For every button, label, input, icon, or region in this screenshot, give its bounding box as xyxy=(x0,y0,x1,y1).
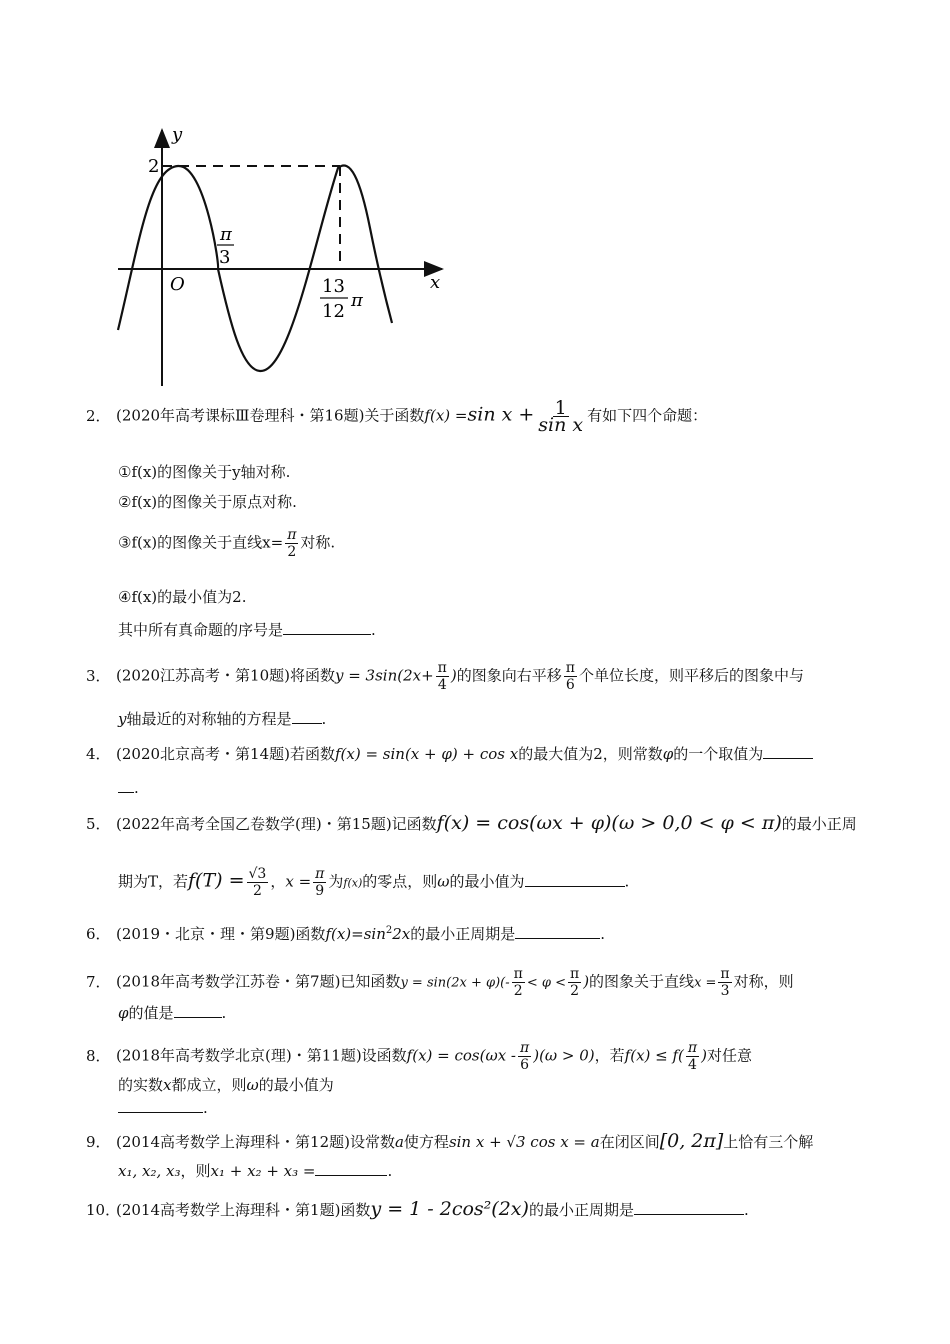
answer-blank[interactable] xyxy=(634,1200,744,1215)
period: . xyxy=(203,1099,208,1117)
denominator: 6 xyxy=(565,677,575,693)
answer-blank[interactable] xyxy=(525,872,625,887)
answer-blank[interactable] xyxy=(292,709,322,724)
fraction xyxy=(285,527,298,560)
numerator: π xyxy=(569,966,580,982)
function-expression: f(T) = xyxy=(188,869,245,892)
function-expression: y = 1 - 2cos²(2x) xyxy=(370,1198,529,1220)
question-8-answer xyxy=(118,1097,208,1119)
question-source: (2020北京高考・第14题)若函数 xyxy=(116,745,335,763)
question-number: 8． xyxy=(86,1046,111,1065)
numerator: π xyxy=(437,660,447,676)
question-text: 在闭区间 xyxy=(599,1133,660,1151)
question-text: 的零点，则 xyxy=(362,872,438,891)
question-2-ask xyxy=(118,619,376,641)
function-expression: f(x) = sin(x + φ) + cos x xyxy=(334,745,519,763)
question-4-cont xyxy=(118,777,139,799)
fraction xyxy=(518,1040,531,1073)
equation: sin x + √3 cos x = a xyxy=(448,1133,600,1151)
denominator: sin x xyxy=(538,414,584,436)
question-number: 5． xyxy=(86,815,111,833)
denominator: 4 xyxy=(688,1057,697,1073)
period: . xyxy=(321,710,327,728)
proposition-2: ②f(x)的图像关于原点对称. xyxy=(118,493,297,511)
period: . xyxy=(221,1004,227,1022)
x-tick-13-den: 12 xyxy=(322,301,345,322)
question-4 xyxy=(86,743,886,765)
answer-blank[interactable] xyxy=(515,924,600,939)
question-source: (2014高考数学上海理科・第12题)设常数 xyxy=(116,1133,395,1151)
variable: a xyxy=(394,1133,404,1151)
question-text: 的最小值为 xyxy=(258,1076,334,1094)
question-text: 的最小正周 xyxy=(781,815,857,833)
interval: [0, 2π] xyxy=(659,1130,724,1152)
fraction xyxy=(718,966,731,999)
numerator: π xyxy=(287,527,297,543)
question-9-cont xyxy=(118,1160,392,1182)
answer-blank[interactable] xyxy=(283,620,371,635)
question-5 xyxy=(86,812,886,835)
period: . xyxy=(743,1201,749,1219)
question-source: (2018年高考数学江苏卷・第7题)已知函数 xyxy=(116,972,401,991)
x-tick-pi3-num: π xyxy=(220,224,232,245)
question-text: 都成立，则 xyxy=(171,1076,247,1094)
fraction xyxy=(512,966,525,999)
function-expression: ) xyxy=(701,1046,707,1065)
period: . xyxy=(600,925,606,943)
question-text: 的值是 xyxy=(128,1004,174,1022)
proposition-text: 对称. xyxy=(300,533,336,552)
fraction xyxy=(568,966,581,999)
x-axis-label: x xyxy=(430,272,441,293)
question-2 xyxy=(86,397,886,436)
question-text: 为 xyxy=(328,872,344,891)
fraction xyxy=(564,660,577,693)
question-text: 上恰有三个解 xyxy=(723,1133,814,1151)
proposition-text: ③f(x)的图像关于直线x= xyxy=(118,533,284,552)
question-text: 期为T，若 xyxy=(118,872,189,891)
question-number: 10． xyxy=(86,1201,121,1219)
function-expression: ) xyxy=(450,666,457,685)
question-text: 对称，则 xyxy=(733,972,794,991)
function-expression: )(ω > 0) xyxy=(533,1046,595,1065)
y-axis-label: y xyxy=(172,124,183,145)
function-expression: x = xyxy=(694,975,717,991)
question-source: (2020江苏高考・第10题)将函数 xyxy=(116,666,335,685)
answer-blank[interactable] xyxy=(763,744,813,759)
x-tick-13-pi: π xyxy=(351,290,363,311)
answer-blank[interactable] xyxy=(315,1161,387,1176)
ask-text: 其中所有真命题的序号是 xyxy=(118,621,284,639)
question-text: ，则 xyxy=(180,1162,211,1180)
function-expression: f(x)=sin xyxy=(325,925,386,943)
question-number: 9． xyxy=(86,1133,111,1151)
numerator: 1 xyxy=(554,397,567,419)
variable: ω xyxy=(437,872,450,891)
function-expression: f(x) = cos(ωx + φ)(ω > 0,0 < φ < π) xyxy=(436,812,782,834)
answer-blank[interactable] xyxy=(118,778,134,793)
equation: x₁ + x₂ + x₃ = xyxy=(210,1162,316,1180)
fraction xyxy=(247,866,269,899)
numerator: π xyxy=(520,1040,530,1056)
question-3 xyxy=(86,660,886,693)
period: . xyxy=(371,621,376,639)
question-6 xyxy=(86,920,886,945)
question-3-cont xyxy=(118,708,326,730)
function-expression: x = xyxy=(285,872,312,891)
question-text: 使方程 xyxy=(403,1133,449,1151)
denominator: 2 xyxy=(513,983,523,999)
question-text: ，若 xyxy=(594,1046,625,1065)
question-number: 6． xyxy=(86,925,111,943)
x-tick-pi3-den: 3 xyxy=(219,247,231,268)
function-expression: f(x) = cos(ωx - xyxy=(406,1046,517,1065)
fraction xyxy=(313,866,326,899)
variable: x xyxy=(163,1076,172,1094)
question-source: (2019・北京・理・第9题)函数 xyxy=(116,925,326,943)
numerator: π xyxy=(513,966,523,982)
question-8-cont xyxy=(118,1074,334,1096)
function-expression: y = 3sin(2x+ xyxy=(334,666,434,685)
question-number: 2． xyxy=(86,406,111,425)
numerator: π xyxy=(687,1040,698,1056)
question-text: 的最小值为 xyxy=(449,872,525,891)
sine-graph xyxy=(110,118,460,393)
denominator: 3 xyxy=(720,983,730,999)
fraction xyxy=(536,397,585,436)
question-number: 3． xyxy=(86,666,111,685)
question-text: 的图象向右平移 xyxy=(456,666,562,685)
numerator: π xyxy=(720,966,730,982)
question-source: (2014高考数学上海理科・第1题)函数 xyxy=(116,1201,371,1219)
denominator: 2 xyxy=(252,883,262,899)
proposition-3 xyxy=(118,527,335,560)
period: . xyxy=(624,872,630,891)
question-text: 轴最近的对称轴的方程是 xyxy=(126,710,292,728)
question-source: (2020年高考课标Ⅲ卷理科・第16题)关于函数 xyxy=(116,406,425,425)
function-name: f(x) = xyxy=(424,406,468,425)
question-text: 的最小正周期是 xyxy=(528,1201,634,1219)
function-expression: sin x + xyxy=(467,403,535,426)
x-tick-13-num: 13 xyxy=(322,276,345,297)
question-text: ， xyxy=(270,872,286,891)
question-source: (2022年高考全国乙卷数学(理)・第15题)记函数 xyxy=(116,815,437,833)
numerator: π xyxy=(315,866,325,882)
question-7-cont xyxy=(118,1002,226,1024)
function-expression: y = sin(2x + φ)(- xyxy=(400,975,510,991)
period: . xyxy=(134,779,139,797)
question-9 xyxy=(86,1130,886,1153)
question-text: 的最小正周期是 xyxy=(410,925,516,943)
question-10 xyxy=(86,1198,886,1221)
variable: y xyxy=(118,710,127,728)
roots: x₁, x₂, x₃ xyxy=(118,1162,181,1180)
period: . xyxy=(387,1162,393,1180)
function-expression: < φ < xyxy=(526,975,566,991)
fraction xyxy=(436,660,449,693)
denominator: 2 xyxy=(570,983,580,999)
question-text: 的实数 xyxy=(118,1076,164,1094)
y-tick-2: 2 xyxy=(148,156,160,177)
question-7 xyxy=(86,966,886,999)
denominator: 9 xyxy=(315,883,325,899)
variable: ω xyxy=(246,1076,259,1094)
answer-blank[interactable] xyxy=(174,1003,222,1018)
question-text: 的最大值为2，则常数 xyxy=(518,745,663,763)
question-text: 个单位长度，则平移后的图象中与 xyxy=(578,666,804,685)
question-number: 4． xyxy=(86,745,111,763)
question-5-cont xyxy=(118,866,629,899)
question-text: 的一个取值为 xyxy=(673,745,764,763)
question-text: 对任意 xyxy=(706,1046,752,1065)
variable: φ xyxy=(662,745,674,763)
numerator: π xyxy=(565,660,575,676)
question-8 xyxy=(86,1040,886,1073)
denominator: 4 xyxy=(437,677,447,693)
proposition-4: ④f(x)的最小值为2. xyxy=(118,588,247,606)
question-text: 的图象关于直线 xyxy=(589,972,695,991)
fraction xyxy=(686,1040,699,1073)
superscript: 2 xyxy=(385,925,393,936)
question-source: (2018年高考数学北京(理)・第11题)设函数 xyxy=(116,1046,407,1065)
denominator: 6 xyxy=(520,1057,530,1073)
function-expression: ) xyxy=(583,972,590,991)
proposition-1: ①f(x)的图像关于y轴对称. xyxy=(118,463,291,481)
question-tail: 有如下四个命题： xyxy=(587,406,708,425)
denominator: 2 xyxy=(287,544,297,560)
question-number: 7． xyxy=(86,972,111,991)
function-expression: 2x xyxy=(392,925,411,943)
function-expression: f(x) xyxy=(343,876,363,890)
variable: φ xyxy=(118,1004,129,1022)
function-expression: f(x) ≤ f( xyxy=(624,1046,684,1065)
origin-label: O xyxy=(170,274,185,295)
answer-blank[interactable] xyxy=(118,1098,203,1113)
numerator: √3 xyxy=(248,866,267,882)
